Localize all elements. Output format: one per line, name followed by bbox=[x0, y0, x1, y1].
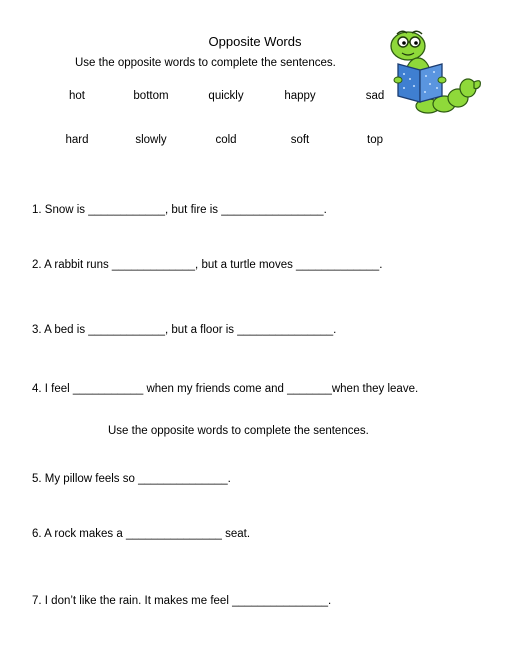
sentence-1: 1. Snow is ____________, but fire is ________________. bbox=[32, 204, 327, 216]
top-instruction: Use the opposite words to complete the sentences. bbox=[75, 57, 336, 69]
middle-instruction: Use the opposite words to complete the sentences. bbox=[108, 425, 369, 437]
bookworm-reading-icon bbox=[384, 24, 484, 116]
word-bank-item: hard bbox=[65, 134, 89, 146]
word-bank-item: quickly bbox=[208, 90, 244, 102]
word-bank-item: hot bbox=[69, 90, 85, 102]
word-bank-item: soft bbox=[290, 134, 310, 146]
word-bank-item: cold bbox=[215, 134, 237, 146]
word-bank-item: slowly bbox=[135, 134, 167, 146]
sentence-5: 5. My pillow feels so ______________. bbox=[32, 473, 231, 485]
worksheet-title: Opposite Words bbox=[208, 34, 302, 49]
sentence-7: 7. I don’t like the rain. It makes me feel _______________. bbox=[32, 595, 332, 607]
sentence-2: 2. A rabbit runs _____________, but a turtle moves _____________. bbox=[32, 259, 383, 271]
sentence-4: 4. I feel ___________ when my friends come and _______when they leave. bbox=[32, 383, 419, 395]
word-bank-item: bottom bbox=[133, 90, 169, 102]
sentence-6: 6. A rock makes a _______________ seat. bbox=[32, 528, 251, 540]
word-bank-item: happy bbox=[284, 90, 316, 102]
word-bank-item: top bbox=[367, 134, 383, 146]
sentence-3: 3. A bed is ____________, but a floor is _______________. bbox=[32, 324, 337, 336]
word-bank-item: sad bbox=[365, 90, 385, 102]
